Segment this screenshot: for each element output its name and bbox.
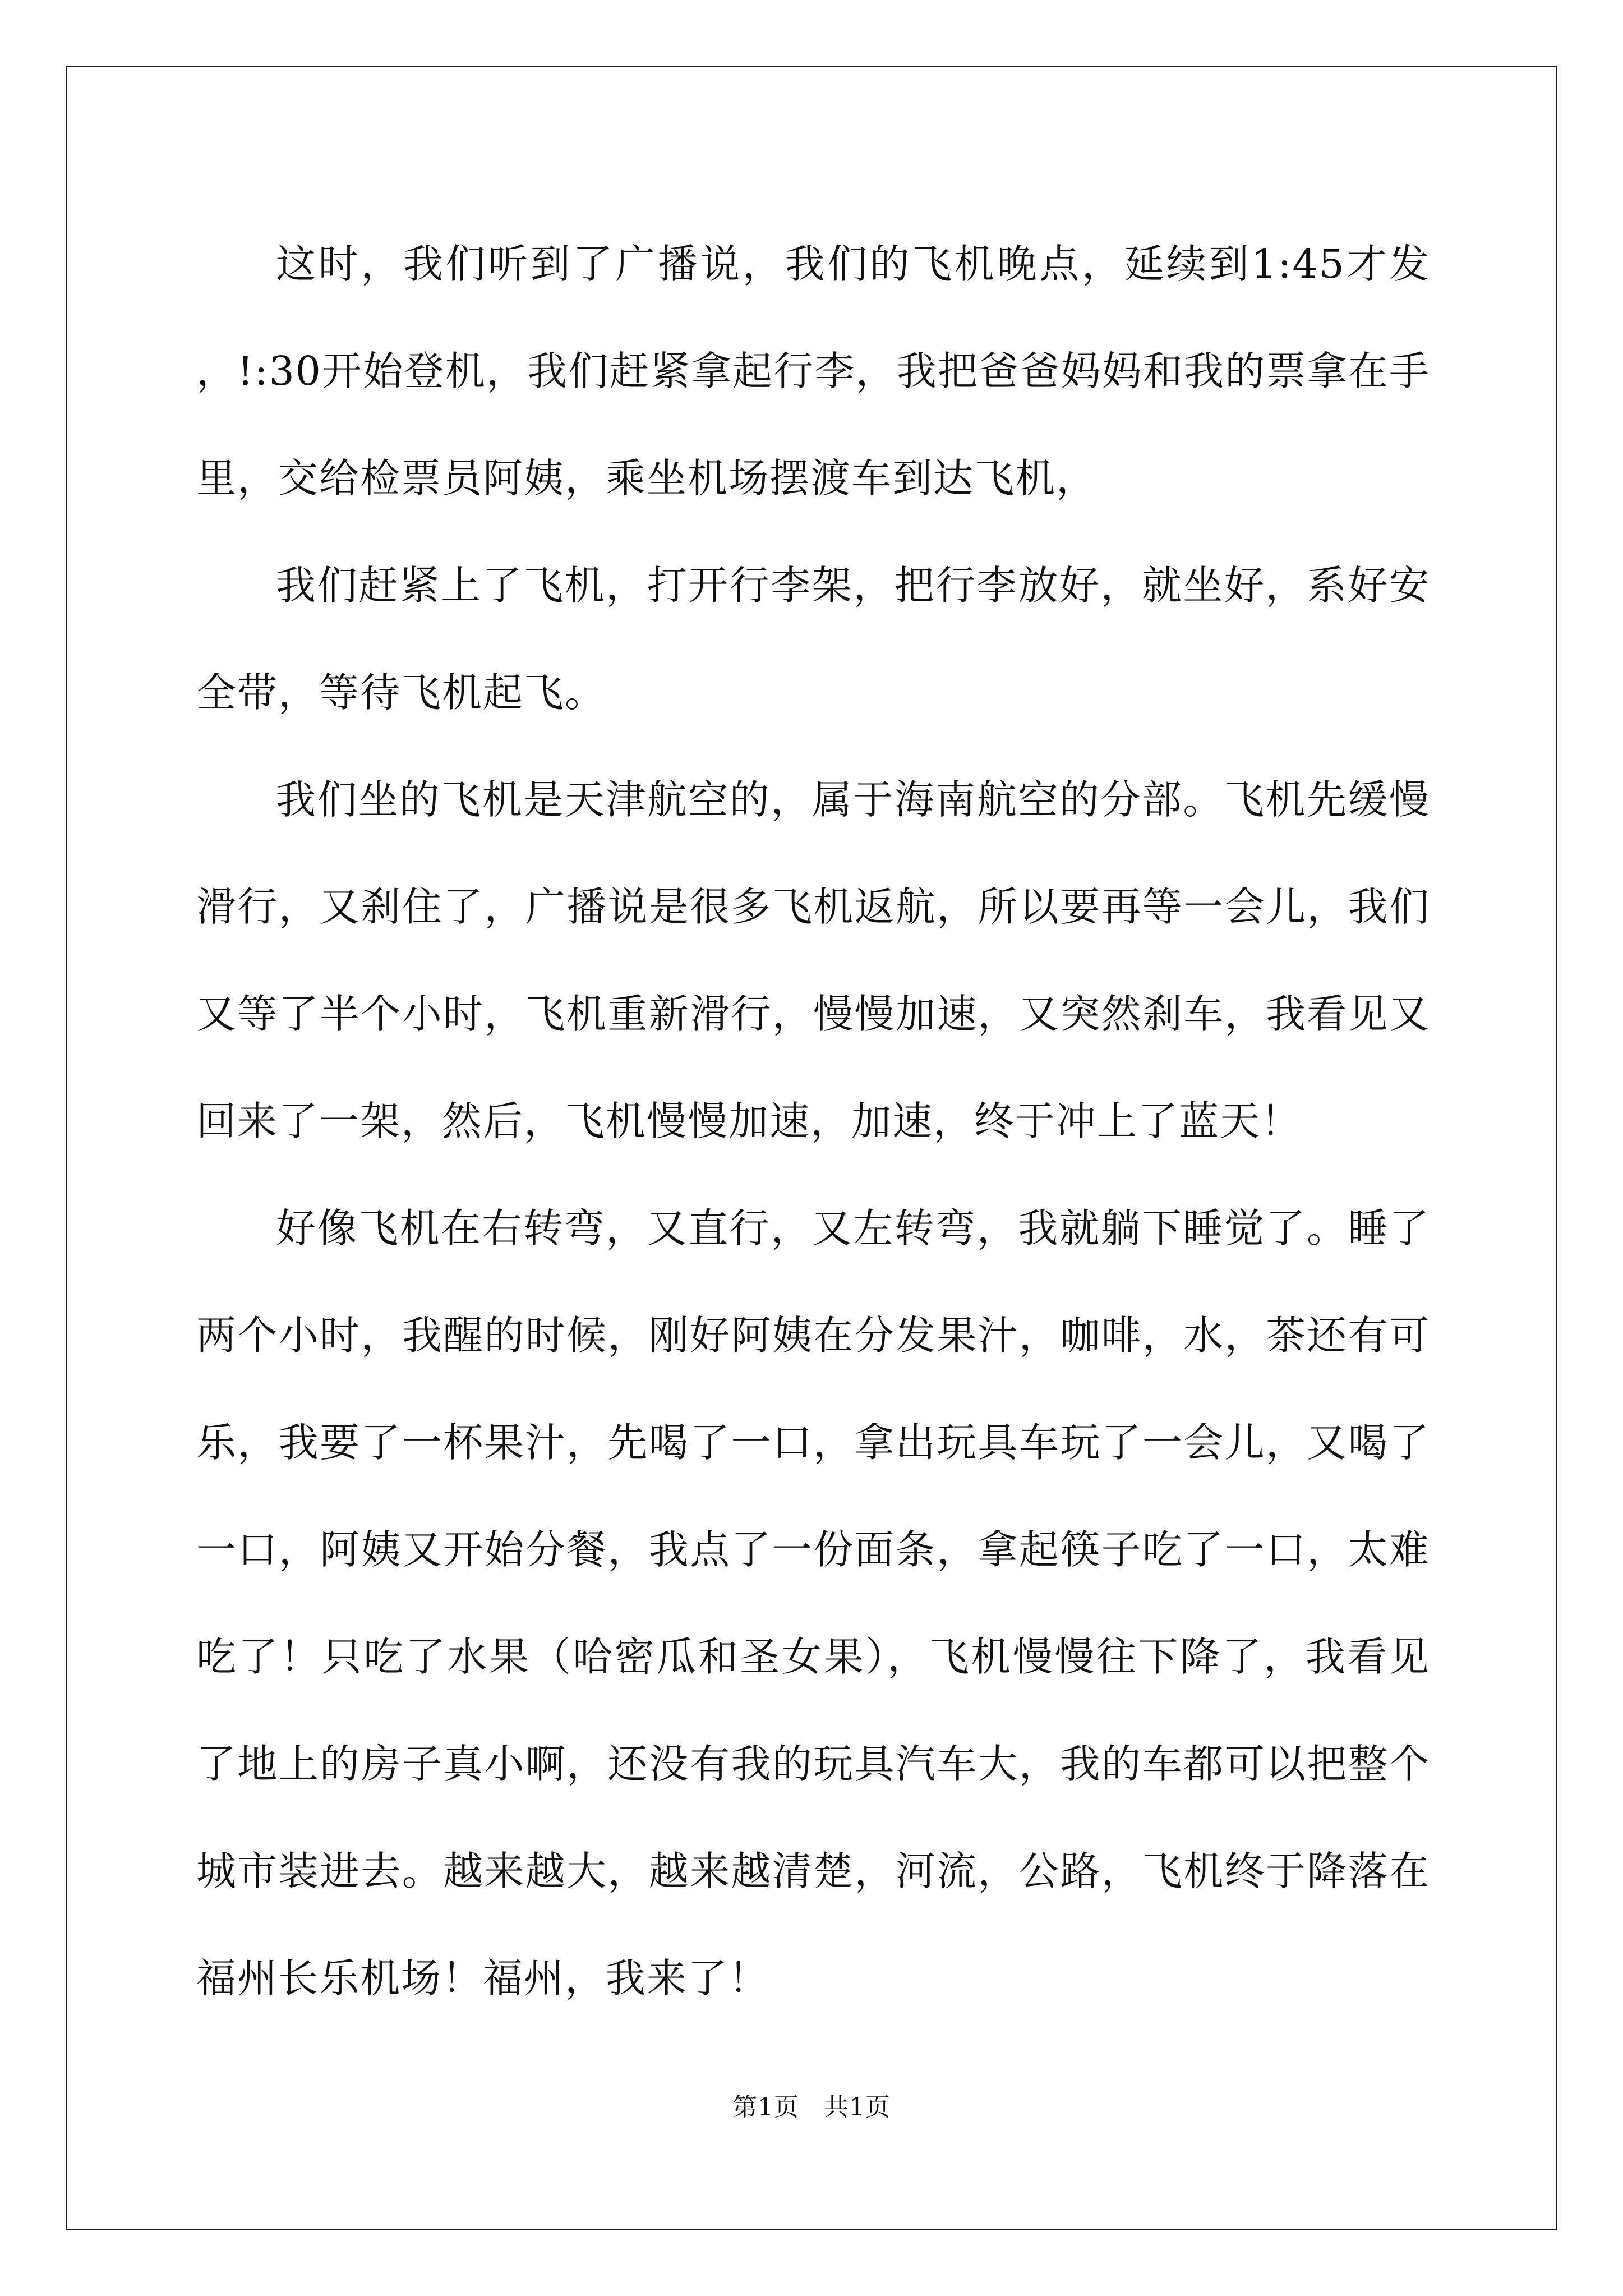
page-number: 第1页 <box>732 2093 799 2122</box>
paragraph: 这时，我们听到了广播说，我们的飞机晚点，延续到1:45才发，!:30开始登机，我们赶紧拿起行李，我把爸爸妈妈和我的票拿在手里，交给检票员阿姨，乘坐机场摆渡车到达飞机， <box>196 241 1430 501</box>
paragraph: 好像飞机在右转弯，又直行，又左转弯，我就躺下睡觉了。睡了两个小时，我醒的时候，刚好阿姨在分发果汁，咖啡，水，茶还有可乐，我要了一杯果汁，先喝了一口，拿出玩具车玩了一会儿，又喝了一口，阿姨又开始分餐，我点了一份面条，拿起筷子吃了一口，太难吃了！只吃了水果（哈密瓜和圣女果），飞机慢慢往下降了，我看见了地上的房子真小啊，还没有我的玩具汽车大，我的车都可以把整个城市装进去。越来越大，越来越清楚，河流，公路，飞机终于降落在福州长乐机场！福州，我来了！ <box>196 1205 1430 2001</box>
document-body <box>196 210 1430 2032</box>
page-total: 共1页 <box>824 2093 891 2122</box>
paragraph: 我们坐的飞机是天津航空的，属于海南航空的分部。飞机先缓慢滑行，又刹住了，广播说是很多飞机返航，所以要再等一会儿，我们又等了半个小时，飞机重新滑行，慢慢加速，又突然刹车，我看见又回来了一架，然后，飞机慢慢加速，加速，终于冲上了蓝天！ <box>196 776 1430 1144</box>
page-footer <box>0 2091 1623 2124</box>
paragraph: 我们赶紧上了飞机，打开行李架，把行李放好，就坐好，系好安全带，等待飞机起飞。 <box>196 562 1430 716</box>
